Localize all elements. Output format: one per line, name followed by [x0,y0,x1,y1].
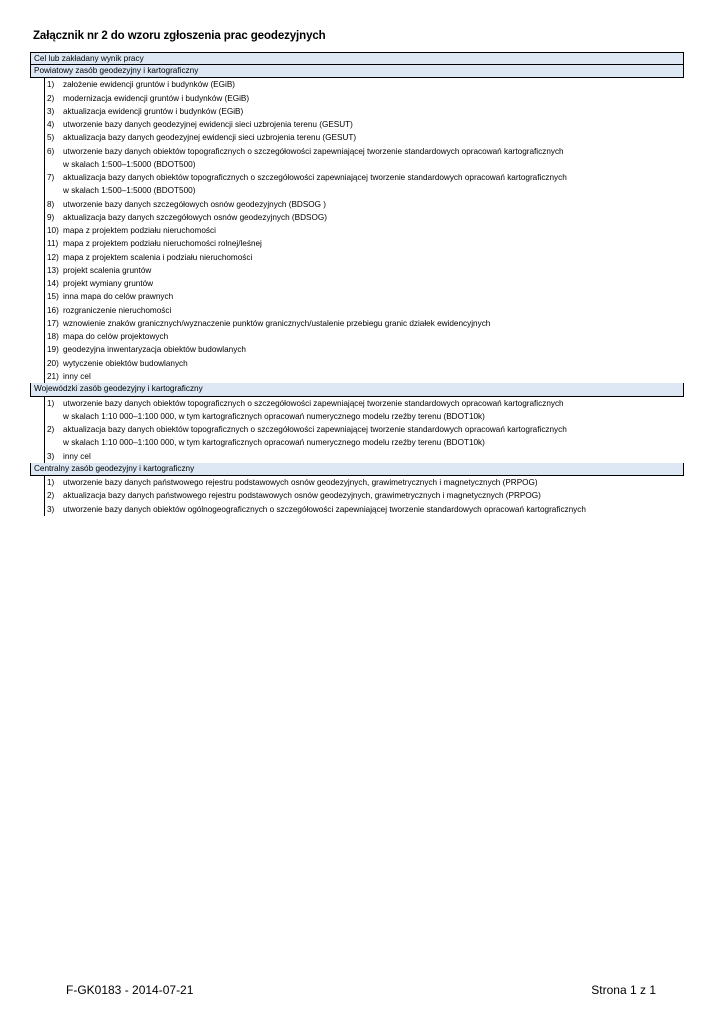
item-text: założenie ewidencji gruntów i budynków (EGiB) [63,80,236,90]
item-text: utworzenie bazy danych geodezyjnej ewidencji sieci uzbrojenia terenu (GESUT) [63,120,353,130]
list-item [45,397,684,410]
item-number: 1) [47,398,55,408]
item-text: wytyczenie obiektów budowlanych [63,358,188,368]
item-number: 9) [47,212,55,222]
item-text: projekt scalenia gruntów [63,265,152,275]
item-number: 1) [47,478,55,488]
item-number: 12) [47,252,59,262]
table-header: Cel lub zakładany wynik pracy [30,52,684,65]
section-items [44,78,684,383]
list-item [45,357,684,370]
list-item [45,78,684,91]
item-number: 14) [47,279,59,289]
list-item [45,184,684,197]
section-items [44,476,684,516]
list-item [45,118,684,131]
list-item [45,92,684,105]
list-item [45,476,684,489]
list-item [45,277,684,290]
purpose-table [30,52,684,516]
item-text: utworzenie bazy danych obiektów topograficznych o szczegółowości zapewniającej tworzenie standardowych opracowań kartograficznych [63,146,564,156]
item-text: w skalach 1:10 000–1:100 000, w tym kartograficznych opracowań numerycznego modelu rzeźby terenu (BDOT10k) [63,411,485,421]
form-code: F-GK0183 - 2014-07-21 [66,983,194,997]
item-text: mapa z projektem podziału nieruchomości rolnej/leśnej [63,239,262,249]
item-text: modernizacja ewidencji gruntów i budynków (EGiB) [63,93,250,103]
item-text: inny cel [63,451,91,461]
list-item [45,237,684,250]
item-text: inna mapa do celów prawnych [63,292,174,302]
item-number: 3) [47,106,55,116]
item-text: mapa z projektem scalenia i podziału nieruchomości [63,252,253,262]
list-item [45,330,684,343]
item-text: w skalach 1:500–1:5000 (BDOT500) [63,186,196,196]
item-text: utworzenie bazy danych państwowego rejestru podstawowych osnów geodezyjnych, grawimetrycznych i magnetycznych (PRPOG) [63,478,538,488]
item-text: aktualizacja bazy danych szczegółowych osnów geodezyjnych (BDSOG) [63,212,327,222]
item-text: w skalach 1:500–1:5000 (BDOT500) [63,159,196,169]
list-item [45,211,684,224]
item-text: mapa z projektem podziału nieruchomości [63,226,216,236]
list-item [45,423,684,436]
section-header: Centralny zasób geodezyjny i kartograficzny [30,463,684,476]
item-text: aktualizacja bazy danych obiektów topograficznych o szczegółowości zapewniającej tworzenie standardowych opracowań kartograficznych [63,173,567,183]
list-item [45,290,684,303]
item-number: 5) [47,133,55,143]
item-text: utworzenie bazy danych szczegółowych osnów geodezyjnych (BDSOG ) [63,199,327,209]
list-item [45,317,684,330]
list-item [45,198,684,211]
list-item [45,158,684,171]
list-item [45,264,684,277]
section-items [44,397,684,463]
item-number: 15) [47,292,59,302]
list-item [45,131,684,144]
list-item [45,450,684,463]
section-header: Powiatowy zasób geodezyjny i kartograficzny [30,65,684,78]
item-number: 2) [47,93,55,103]
item-number: 3) [47,451,55,461]
item-number: 11) [47,239,59,249]
item-text: wznowienie znaków granicznych/wyznaczenie punktów granicznych/ustalenie przebiegu granic działek ewidencyjnych [63,318,491,328]
item-text: w skalach 1:10 000–1:100 000, w tym kartograficznych opracowań numerycznego modelu rzeźby terenu (BDOT10k) [63,438,485,448]
item-number: 8) [47,199,55,209]
list-item [45,304,684,317]
item-text: utworzenie bazy danych obiektów ogólnogeograficznych o szczegółowości zapewniającej tworzenie standardowych opracowań kartograficznych [63,504,586,514]
list-item [45,171,684,184]
item-number: 4) [47,120,55,130]
item-text: aktualizacja bazy danych obiektów topograficznych o szczegółowości zapewniającej tworzenie standardowych opracowań kartograficznych [63,425,567,435]
item-text: mapa do celów projektowych [63,332,169,342]
item-number: 3) [47,504,55,514]
document-title: Załącznik nr 2 do wzoru zgłoszenia prac geodezyjnych [33,30,326,42]
list-item [45,370,684,383]
item-text: aktualizacja ewidencji gruntów i budynków (EGiB) [63,106,244,116]
item-text: aktualizacja bazy danych geodezyjnej ewidencji sieci uzbrojenia terenu (GESUT) [63,133,357,143]
item-number: 20) [47,358,59,368]
item-text: rozgraniczenie nieruchomości [63,305,172,315]
item-number: 16) [47,305,59,315]
page-number: Strona 1 z 1 [591,983,656,997]
sections-container [30,65,684,516]
item-text: aktualizacja bazy danych państwowego rejestru podstawowych osnów geodezyjnych, grawimetrycznych i magnetycznych (PRPOG) [63,491,541,501]
list-item [45,224,684,237]
list-item [45,436,684,449]
item-number: 13) [47,265,59,275]
section-header: Wojewódzki zasób geodezyjny i kartograficzny [30,383,684,396]
item-number: 2) [47,491,55,501]
item-number: 17) [47,318,59,328]
item-number: 1) [47,80,55,90]
item-number: 21) [47,371,59,381]
list-item [45,489,684,502]
item-text: utworzenie bazy danych obiektów topograficznych o szczegółowości zapewniającej tworzenie standardowych opracowań kartograficznych [63,398,564,408]
item-text: geodezyjna inwentaryzacja obiektów budowlanych [63,345,246,355]
item-number: 10) [47,226,59,236]
item-text: projekt wymiany gruntów [63,279,154,289]
list-item [45,410,684,423]
list-item [45,105,684,118]
item-number: 6) [47,146,55,156]
list-item [45,145,684,158]
list-item [45,251,684,264]
item-text: inny cel [63,371,91,381]
item-number: 2) [47,425,55,435]
item-number: 19) [47,345,59,355]
item-number: 7) [47,173,55,183]
list-item [45,343,684,356]
item-number: 18) [47,332,59,342]
list-item [45,503,684,516]
